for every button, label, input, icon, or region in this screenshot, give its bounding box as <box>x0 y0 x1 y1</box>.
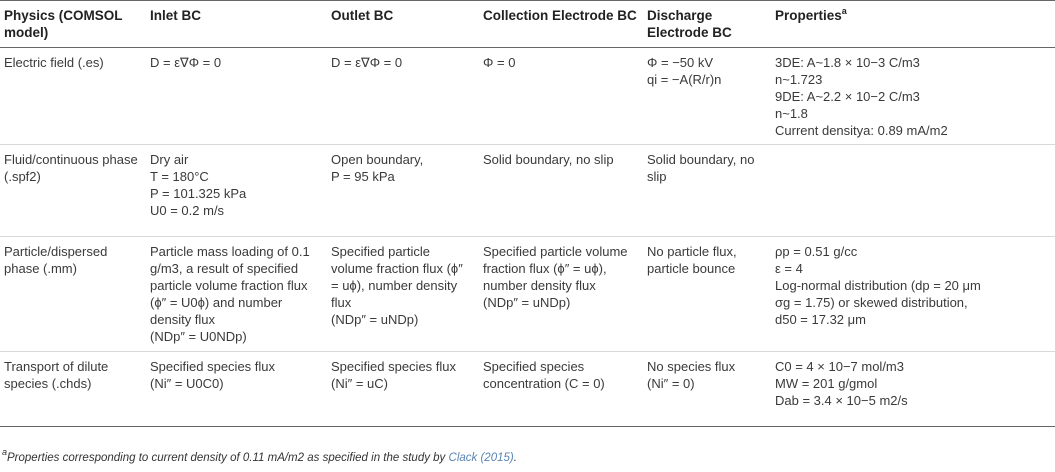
outlet-number-density-flux: (NDp″ = uNDp) <box>331 312 419 327</box>
cell-discharge <box>643 48 771 145</box>
cell-physics: Electric field (.es) <box>0 48 146 145</box>
electric-field-outlet: D = ε∇Φ = 0 <box>331 55 403 70</box>
inlet-pressure: P = 101.325 kPa <box>150 186 247 201</box>
cell-properties <box>771 237 1055 352</box>
outlet-pressure: P = 95 kPa <box>331 169 395 184</box>
cell-outlet <box>327 145 479 237</box>
cell-outlet <box>327 352 479 427</box>
cell-collection: Solid boundary, no slip <box>479 145 643 237</box>
cell-collection <box>479 237 643 352</box>
cell-properties <box>771 352 1055 427</box>
discharge-potential: Φ = −50 kV <box>647 55 714 70</box>
inlet-fluid-line: Dry air <box>150 152 189 167</box>
footnote-citation-link[interactable]: Clack (2015) <box>448 452 514 464</box>
footnote-text: Properties corresponding to current density of 0.11 mA/m2 as specified in the study by <box>7 452 449 464</box>
header-properties <box>771 1 1055 48</box>
cell-inlet <box>146 145 327 237</box>
header-discharge: Discharge Electrode BC <box>643 1 771 48</box>
header-physics: Physics (COMSOL model) <box>0 1 146 48</box>
discharge-species-text: No species flux <box>647 359 736 374</box>
prop-diffusivity: Dab = 3.4 × 10−5 m2/s <box>775 393 908 408</box>
cell-inlet <box>146 237 327 352</box>
outlet-fluid-line: Open boundary, <box>331 152 424 167</box>
table-row <box>0 352 1055 427</box>
cell-discharge: Solid boundary, no slip <box>643 145 771 237</box>
cell-outlet <box>327 237 479 352</box>
prop-concentration: C0 = 4 × 10−7 mol/m3 <box>775 359 904 374</box>
inlet-particle-text: Particle mass loading of 0.1 g/m3, a result of specified particle volume fraction flux (ϕ″ = U0ϕ) and number density flux <box>150 244 310 327</box>
header-properties-footnote-marker: a <box>841 5 847 16</box>
cell-discharge <box>643 352 771 427</box>
header-properties-label: Properties <box>775 8 842 23</box>
cell-collection: Specified species concentration (C = 0) <box>479 352 643 427</box>
table-footnote <box>2 447 517 464</box>
prop-permittivity: ε = 4 <box>775 261 803 276</box>
inlet-temperature: T = 180°C <box>150 169 209 184</box>
prop-9de-a: 9DE: A~2.2 × 10−2 C/m3 <box>775 89 920 104</box>
prop-3de-n: n~1.723 <box>775 72 823 87</box>
cell-physics: Transport of dilute species (.chds) <box>0 352 146 427</box>
collection-number-density-flux: (NDp″ = uNDp) <box>483 295 571 310</box>
header-collection: Collection Electrode BC <box>479 1 643 48</box>
outlet-species-flux: (Ni″ = uC) <box>331 376 388 391</box>
header-outlet: Outlet BC <box>327 1 479 48</box>
footnote-end: . <box>513 452 517 464</box>
prop-current-density: Current densitya: 0.89 mA/m2 <box>775 123 948 138</box>
table-row <box>0 48 1055 145</box>
electric-field-inlet: D = ε∇Φ = 0 <box>150 55 222 70</box>
cell-physics: Particle/dispersed phase (.mm) <box>0 237 146 352</box>
inlet-species-text: Specified species flux <box>150 359 276 374</box>
table-row <box>0 145 1055 237</box>
collection-particle-text: Specified particle volume fraction flux (ϕ″ = uϕ), number density flux <box>483 244 628 293</box>
cell-properties <box>771 48 1055 145</box>
cell-properties <box>771 145 1055 237</box>
footnote-marker: a <box>2 447 8 458</box>
prop-d50: d50 = 17.32 μm <box>775 312 866 327</box>
prop-particle-density: ρp = 0.51 g/cc <box>775 244 858 259</box>
prop-3de-a: 3DE: A~1.8 × 10−3 C/m3 <box>775 55 920 70</box>
table-row <box>0 237 1055 352</box>
discharge-species-flux: (Ni″ = 0) <box>647 376 695 391</box>
prop-distribution: Log-normal distribution (dp = 20 μm <box>775 278 981 293</box>
prop-sigma: σg = 1.75) or skewed distribution, <box>775 295 968 310</box>
cell-collection <box>479 48 643 145</box>
inlet-number-density-flux: (NDp″ = U0NDp) <box>150 329 247 344</box>
cell-inlet <box>146 48 327 145</box>
prop-9de-n: n~1.8 <box>775 106 808 121</box>
inlet-species-flux: (Ni″ = U0C0) <box>150 376 224 391</box>
electric-field-collection: Φ = 0 <box>483 55 516 70</box>
discharge-charge-density: qi = −A(R/r)n <box>647 72 722 87</box>
outlet-species-text: Specified species flux <box>331 359 457 374</box>
prop-molecular-weight: MW = 201 g/gmol <box>775 376 878 391</box>
table-header-row <box>0 1 1055 48</box>
cell-outlet <box>327 48 479 145</box>
outlet-particle-text: Specified particle volume fraction flux (ϕ″ = uϕ), number density flux <box>331 244 463 310</box>
inlet-velocity: U0 = 0.2 m/s <box>150 203 225 218</box>
cell-inlet <box>146 352 327 427</box>
cell-discharge: No particle flux, particle bounce <box>643 237 771 352</box>
cell-physics: Fluid/continuous phase (.spf2) <box>0 145 146 237</box>
header-inlet: Inlet BC <box>146 1 327 48</box>
